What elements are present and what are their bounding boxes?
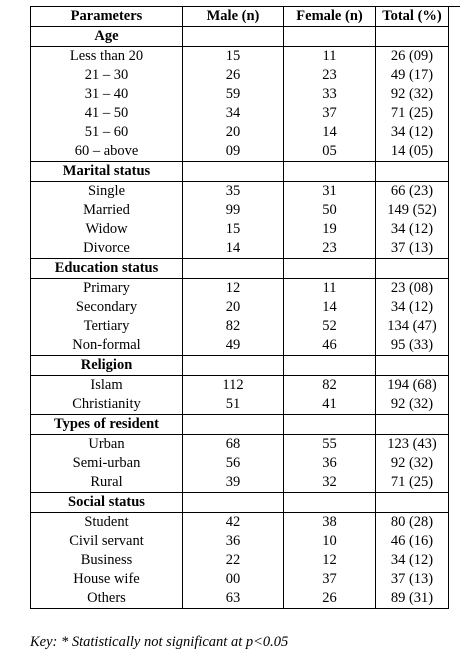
row-total: 123 (43) — [376, 435, 449, 455]
section-empty-cell — [183, 415, 284, 435]
section-empty-cell — [376, 356, 449, 376]
table-body — [31, 27, 449, 609]
row-parameter: Single — [31, 182, 183, 202]
row-total: 71 (25) — [376, 473, 449, 493]
row-male: 99 — [183, 201, 284, 220]
row-parameter: Tertiary — [31, 317, 183, 336]
section-row — [31, 259, 449, 279]
section-empty-cell — [376, 162, 449, 182]
row-parameter: Christianity — [31, 395, 183, 415]
section-title: Marital status — [31, 162, 183, 182]
row-parameter: Primary — [31, 279, 183, 299]
row-total: 37 (13) — [376, 239, 449, 259]
section-empty-cell — [284, 493, 376, 513]
row-female: 41 — [284, 395, 376, 415]
section-row — [31, 27, 449, 47]
table-row — [31, 104, 449, 123]
row-female: 14 — [284, 298, 376, 317]
header-male: Male (n) — [183, 7, 284, 27]
row-female: 50 — [284, 201, 376, 220]
table-row — [31, 220, 449, 239]
row-parameter: Civil servant — [31, 532, 183, 551]
row-total: 34 (12) — [376, 298, 449, 317]
row-parameter: Widow — [31, 220, 183, 239]
table-row — [31, 454, 449, 473]
row-male: 20 — [183, 298, 284, 317]
section-empty-cell — [183, 259, 284, 279]
table-row — [31, 182, 449, 202]
row-parameter: Islam — [31, 376, 183, 396]
table-row — [31, 123, 449, 142]
section-empty-cell — [183, 356, 284, 376]
header-female: Female (n) — [284, 7, 376, 27]
table-row — [31, 298, 449, 317]
row-parameter: Rural — [31, 473, 183, 493]
row-total: 71 (25) — [376, 104, 449, 123]
table-row — [31, 376, 449, 396]
row-female: 14 — [284, 123, 376, 142]
row-female: 37 — [284, 104, 376, 123]
row-total: 80 (28) — [376, 513, 449, 533]
row-total: 34 (12) — [376, 551, 449, 570]
table-row — [31, 142, 449, 162]
table-row — [31, 66, 449, 85]
row-total: 134 (47) — [376, 317, 449, 336]
section-row — [31, 162, 449, 182]
row-female: 19 — [284, 220, 376, 239]
row-male: 14 — [183, 239, 284, 259]
row-male: 15 — [183, 220, 284, 239]
section-empty-cell — [284, 259, 376, 279]
row-parameter: Secondary — [31, 298, 183, 317]
row-parameter: Divorce — [31, 239, 183, 259]
row-parameter: 51 – 60 — [31, 123, 183, 142]
row-total: 34 (12) — [376, 220, 449, 239]
row-total: 95 (33) — [376, 336, 449, 356]
header-parameters: Parameters — [31, 7, 183, 27]
row-total: 49 (17) — [376, 66, 449, 85]
row-male: 12 — [183, 279, 284, 299]
row-parameter: 41 – 50 — [31, 104, 183, 123]
row-total: 92 (32) — [376, 454, 449, 473]
section-title: Age — [31, 27, 183, 47]
section-row — [31, 356, 449, 376]
section-empty-cell — [376, 27, 449, 47]
row-male: 112 — [183, 376, 284, 396]
row-female: 32 — [284, 473, 376, 493]
row-parameter: Student — [31, 513, 183, 533]
row-male: 34 — [183, 104, 284, 123]
table-row — [31, 532, 449, 551]
row-male: 09 — [183, 142, 284, 162]
key-note: Key: * Statistically not significant at p<0.05 — [30, 634, 289, 650]
section-title: Social status — [31, 493, 183, 513]
table-row — [31, 279, 449, 299]
row-male: 00 — [183, 570, 284, 589]
table-row — [31, 589, 449, 609]
row-female: 37 — [284, 570, 376, 589]
row-male: 36 — [183, 532, 284, 551]
row-female: 26 — [284, 589, 376, 609]
row-female: 11 — [284, 279, 376, 299]
row-male: 20 — [183, 123, 284, 142]
row-male: 26 — [183, 66, 284, 85]
row-total: 37 (13) — [376, 570, 449, 589]
section-empty-cell — [284, 415, 376, 435]
section-empty-cell — [284, 27, 376, 47]
demographics-table — [30, 6, 449, 609]
row-total: 92 (32) — [376, 395, 449, 415]
row-total: 149 (52) — [376, 201, 449, 220]
section-empty-cell — [376, 259, 449, 279]
row-female: 55 — [284, 435, 376, 455]
row-female: 46 — [284, 336, 376, 356]
row-parameter: 31 – 40 — [31, 85, 183, 104]
row-female: 38 — [284, 513, 376, 533]
row-male: 68 — [183, 435, 284, 455]
row-male: 42 — [183, 513, 284, 533]
table-row — [31, 47, 449, 67]
row-parameter: Others — [31, 589, 183, 609]
section-empty-cell — [183, 162, 284, 182]
row-male: 51 — [183, 395, 284, 415]
header-total: Total (%) — [376, 7, 449, 27]
table-row — [31, 239, 449, 259]
row-parameter: Married — [31, 201, 183, 220]
row-parameter: 60 – above — [31, 142, 183, 162]
table-row — [31, 513, 449, 533]
row-female: 31 — [284, 182, 376, 202]
table-row — [31, 395, 449, 415]
table-row — [31, 317, 449, 336]
table-row — [31, 336, 449, 356]
row-total: 26 (09) — [376, 47, 449, 67]
row-male: 63 — [183, 589, 284, 609]
table-row — [31, 551, 449, 570]
row-parameter: Business — [31, 551, 183, 570]
table-row — [31, 201, 449, 220]
row-parameter: Non-formal — [31, 336, 183, 356]
row-male: 15 — [183, 47, 284, 67]
row-total: 14 (05) — [376, 142, 449, 162]
row-total: 34 (12) — [376, 123, 449, 142]
section-row — [31, 415, 449, 435]
row-parameter: Semi-urban — [31, 454, 183, 473]
row-total: 23 (08) — [376, 279, 449, 299]
row-male: 59 — [183, 85, 284, 104]
table-row — [31, 570, 449, 589]
row-female: 11 — [284, 47, 376, 67]
section-empty-cell — [376, 493, 449, 513]
row-parameter: Less than 20 — [31, 47, 183, 67]
section-row — [31, 493, 449, 513]
section-title: Education status — [31, 259, 183, 279]
section-empty-cell — [284, 162, 376, 182]
table-row — [31, 435, 449, 455]
row-male: 82 — [183, 317, 284, 336]
row-female: 12 — [284, 551, 376, 570]
row-male: 35 — [183, 182, 284, 202]
row-female: 36 — [284, 454, 376, 473]
row-female: 52 — [284, 317, 376, 336]
section-title: Types of resident — [31, 415, 183, 435]
row-total: 89 (31) — [376, 589, 449, 609]
row-female: 05 — [284, 142, 376, 162]
row-total: 194 (68) — [376, 376, 449, 396]
row-parameter: House wife — [31, 570, 183, 589]
section-empty-cell — [284, 356, 376, 376]
section-empty-cell — [376, 415, 449, 435]
table-row — [31, 85, 449, 104]
row-parameter: Urban — [31, 435, 183, 455]
row-male: 49 — [183, 336, 284, 356]
row-total: 92 (32) — [376, 85, 449, 104]
row-female: 23 — [284, 66, 376, 85]
row-total: 66 (23) — [376, 182, 449, 202]
section-empty-cell — [183, 27, 284, 47]
table-row — [31, 473, 449, 493]
row-female: 23 — [284, 239, 376, 259]
header-rule-extension — [448, 6, 460, 7]
row-male: 39 — [183, 473, 284, 493]
row-female: 82 — [284, 376, 376, 396]
row-female: 10 — [284, 532, 376, 551]
row-total: 46 (16) — [376, 532, 449, 551]
row-male: 56 — [183, 454, 284, 473]
section-title: Religion — [31, 356, 183, 376]
row-parameter: 21 – 30 — [31, 66, 183, 85]
table-header-row — [31, 7, 449, 27]
section-empty-cell — [183, 493, 284, 513]
row-male: 22 — [183, 551, 284, 570]
row-female: 33 — [284, 85, 376, 104]
